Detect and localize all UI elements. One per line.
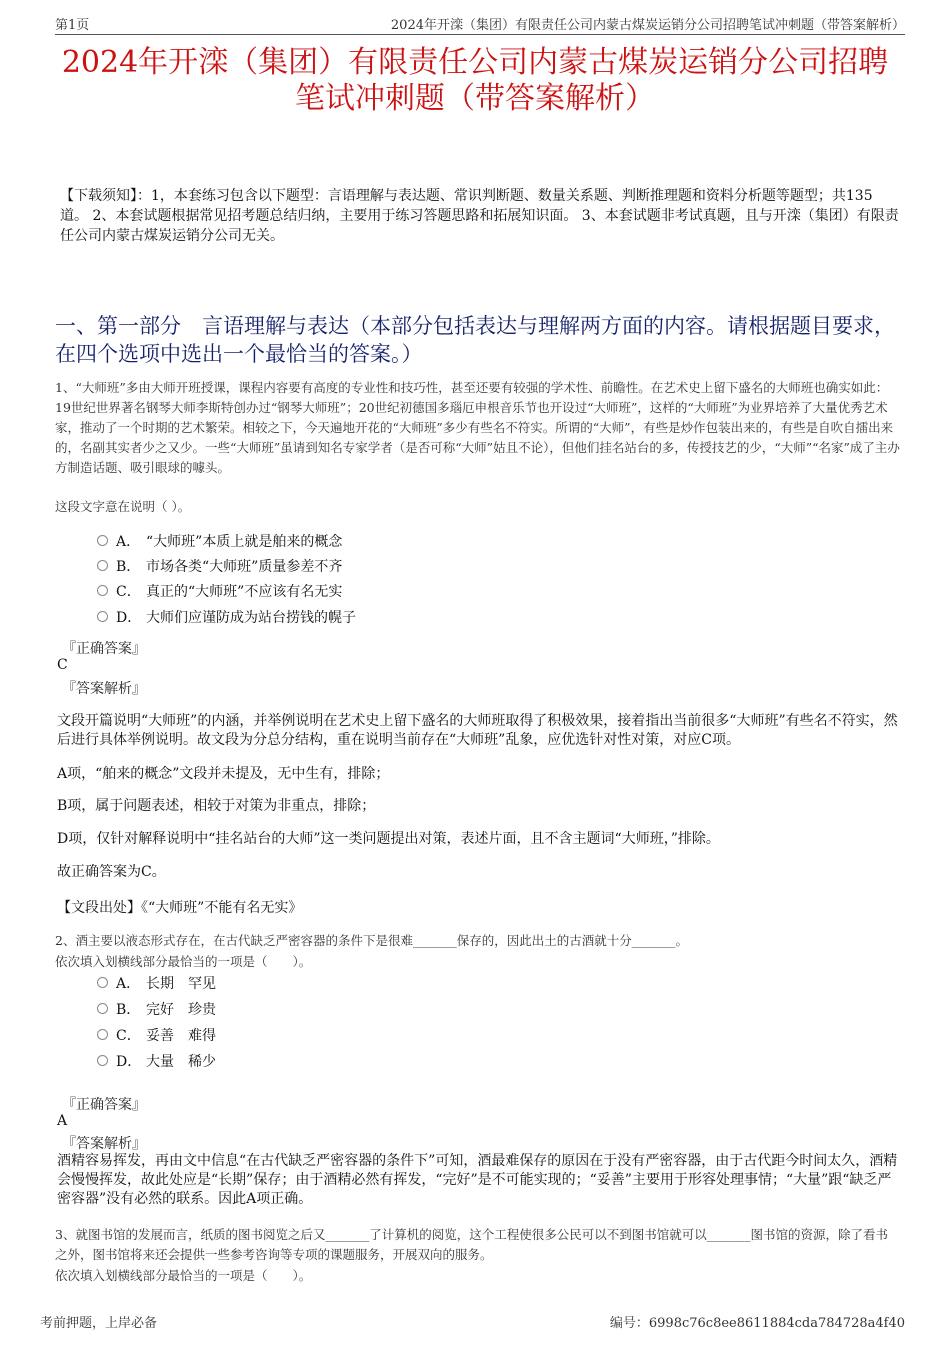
q2-option-a[interactable]: A． 长期 罕见 bbox=[97, 974, 216, 994]
q3-prompt: 依次填入划横线部分最恰当的一项是（ ）。 bbox=[55, 1268, 312, 1283]
title-line-2: 笔试冲刺题（带答案解析） bbox=[295, 81, 655, 116]
radio-icon[interactable] bbox=[97, 1055, 108, 1066]
header-divider bbox=[55, 34, 905, 35]
footer-doc-id: 编号：6998c76c8ee8611884cda784728a4f40 bbox=[609, 1316, 905, 1331]
download-notice: 【下载须知】：1，本套练习包含以下题型：言语理解与表达题、常识判断题、数量关系题、判断推理题和资料分析题等题型；共135道。 2、本套试题根据常见招考题总结归纳，主要用于练习答题思路和拓展知识面。 3、本套试题非考试真题，且与开滦（集团）有限责任公司内蒙古煤炭运销分公司无关。 bbox=[60, 188, 899, 244]
radio-icon[interactable] bbox=[97, 1003, 108, 1014]
q1-analysis-para: A项，“舶来的概念”文段并未提及，无中生有，排除； bbox=[57, 766, 390, 782]
q1-stem: 1、“大师班”多由大师开班授课，课程内容要有高度的专业性和技巧性，甚至还要有较强的学术性、前瞻性。在艺术史上留下盛名的大师班也确实如此：19世纪世界著名钢琴大师李斯特创办过“钢琴大师班”；20世纪初德国多瑙厄申根音乐节也开设过“大师班”，这样的“大师班”为业界培养了大量优秀艺术家，推动了一个时期的艺术繁荣。相较之下，今天遍地开花的“大师班”多少有些名不符实。所谓的“大师”，有些是炒作包装出来的，有些是自吹自擂出来的，名副其实者少之又少。一些“大师班”虽请到知名专家学者（是否可称“大师”姑且不论），但他们挂名站台的多，传授技艺的少，“大师”“名家”成了主办方制造话题、吸引眼球的噱头。 bbox=[55, 380, 900, 475]
q1-prompt: 这段文字意在说明（ ）。 bbox=[55, 499, 191, 514]
footer-slogan: 考前押题，上岸必备 bbox=[40, 1316, 158, 1331]
q1-option-a[interactable]: A． “大师班”本质上就是舶来的概念 bbox=[97, 532, 342, 552]
q2-analysis: 酒精容易挥发，再由文中信息“在古代缺乏严密容器的条件下”可知，酒最难保存的原因在于没有严密容器，由于古代距今时间太久，酒精会慢慢挥发，故此处应是“长期”保存；由于酒精必然有挥发，“完好”是不可能实现的；“妥善”主要用于形容处理事情；“大量”跟“缺乏严密容器”没有必然的联系。因此A项正确。 bbox=[57, 1153, 898, 1207]
radio-icon[interactable] bbox=[97, 560, 108, 571]
section-heading: 一、第一部分 言语理解与表达（本部分包括表达与理解两方面的内容。请根据题目要求，在四个选项中选出一个最恰当的答案。） bbox=[55, 314, 895, 366]
q3-stem: 3、就图书馆的发展而言，纸质的图书阅览之后又_______了计算机的阅览，这个工程使很多公民可以不到图书馆就可以_______图书馆的资源，除了看书之外，图书馆将来还会提供一些参考咨询等专项的课题服务，开展双向的服务。 bbox=[55, 1227, 888, 1262]
q1-analysis-para: 文段开篇说明“大师班”的内涵，并举例说明在艺术史上留下盛名的大师班取得了积极效果，接着指出当前很多“大师班”有些名不符实，然后进行具体举例说明。故文段为分总分结构，重在说明当前存在“大师班”乱象，应优选针对性对策，对应C项。 bbox=[57, 713, 898, 748]
q1-analysis-para: D项，仅针对解释说明中“挂名站台的大师”这一类问题提出对策，表述片面，且不含主题词“大师班，”排除。 bbox=[57, 831, 720, 847]
radio-icon[interactable] bbox=[97, 535, 108, 546]
q1-answer-label: 『正确答案』 bbox=[62, 641, 146, 657]
title-line-1: 2024年开滦（集团）有限责任公司内蒙古煤炭运销分公司招聘 bbox=[61, 45, 889, 80]
q2-option-c[interactable]: C． 妥善 难得 bbox=[97, 1026, 216, 1046]
radio-icon[interactable] bbox=[97, 585, 108, 596]
q2-option-b[interactable]: B． 完好 珍贵 bbox=[97, 1000, 216, 1020]
page-title bbox=[40, 45, 910, 117]
page-number: 第1页 bbox=[55, 18, 90, 33]
q2-answer: A bbox=[57, 1113, 68, 1129]
header-doc-title: 2024年开滦（集团）有限责任公司内蒙古煤炭运销分公司招聘笔试冲刺题（带答案解析） bbox=[390, 18, 905, 33]
q1-option-c[interactable]: C． 真正的“大师班”不应该有名无实 bbox=[97, 582, 342, 602]
q2-analysis-label: 『答案解析』 bbox=[62, 1136, 146, 1152]
q1-answer: C bbox=[57, 657, 68, 673]
q1-option-d[interactable]: D． 大师们应谨防成为站台捞钱的幌子 bbox=[97, 608, 356, 628]
q1-source: 【文段出处】《“大师班”不能有名无实》 bbox=[57, 900, 303, 916]
q1-analysis-label: 『答案解析』 bbox=[62, 681, 146, 697]
q2-stem: 2、酒主要以液态形式存在，在古代缺乏严密容器的条件下是很难_______保存的，因此出土的古酒就十分_______。 bbox=[55, 933, 688, 948]
q2-answer-label: 『正确答案』 bbox=[62, 1097, 146, 1113]
radio-icon[interactable] bbox=[97, 1029, 108, 1040]
q1-analysis-para: 故正确答案为C。 bbox=[57, 864, 166, 880]
q2-prompt: 依次填入划横线部分最恰当的一项是（ ）。 bbox=[55, 954, 312, 969]
q1-analysis-para: B项，属于问题表述，相较于对策为非重点，排除； bbox=[57, 798, 376, 814]
q1-option-b[interactable]: B． 市场各类“大师班”质量参差不齐 bbox=[97, 557, 342, 577]
q2-option-d[interactable]: D． 大量 稀少 bbox=[97, 1052, 216, 1072]
radio-icon[interactable] bbox=[97, 611, 108, 622]
radio-icon[interactable] bbox=[97, 977, 108, 988]
